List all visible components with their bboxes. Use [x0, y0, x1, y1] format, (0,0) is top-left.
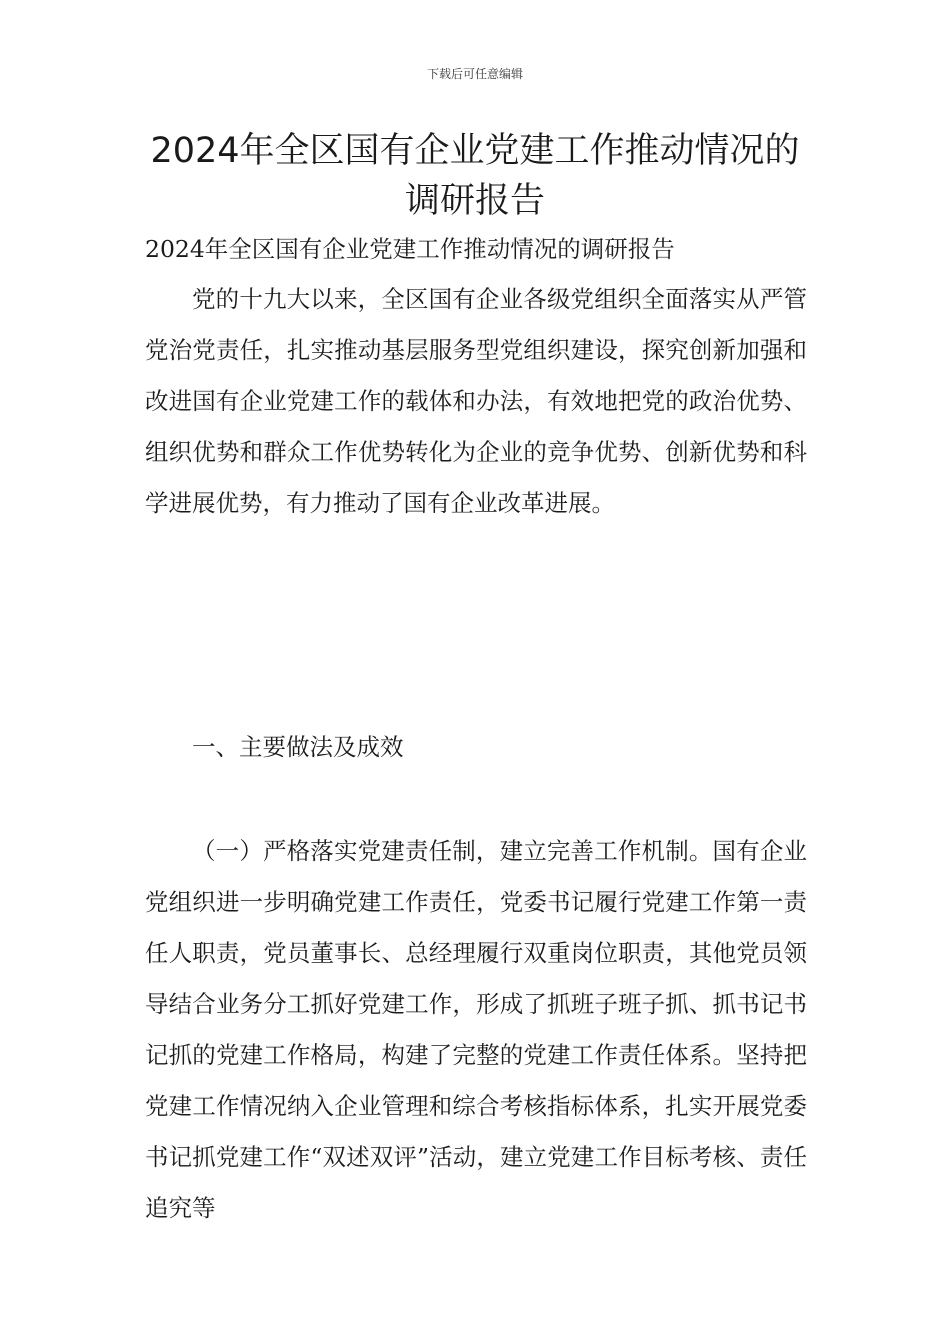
section-paragraph: （一）严格落实党建责任制，建立完善工作机制。国有企业党组织进一步明确党建工作责任，党委书记履行党建工作第一责任人职责，党员董事长、总经理履行双重岗位职责，其他党员领导结合业务分工抓好党建工作，形成了抓班子班子抓、抓书记书记抓的党建工作格局，构建了完整的党建工作责任体系。坚持把党建工作情况纳入企业管理和综合考核指标体系，扎实开展党委书记抓党建工作“双述双评”活动，建立党建工作目标考核、责任追究等: [145, 837, 807, 1222]
document-title: 2024年全区国有企业党建工作推动情况的调研报告: [150, 131, 800, 221]
header-note: 下载后可任意编辑: [426, 67, 523, 81]
intro-paragraph: 党的十九大以来，全区国有企业各级党组织全面落实从严管党治党责任，扎实推动基层服务型党组织建设，探究创新加强和改进国有企业党建工作的载体和办法，有效地把党的政治优势、组织优势和群众工作优势转化为企业的竞争优势、创新优势和科学进展优势，有力推动了国有企业改革进展。: [145, 285, 807, 517]
document-subtitle: 2024年全区国有企业党建工作推动情况的调研报告: [145, 235, 675, 263]
section-heading: 一、主要做法及成效: [192, 733, 404, 761]
